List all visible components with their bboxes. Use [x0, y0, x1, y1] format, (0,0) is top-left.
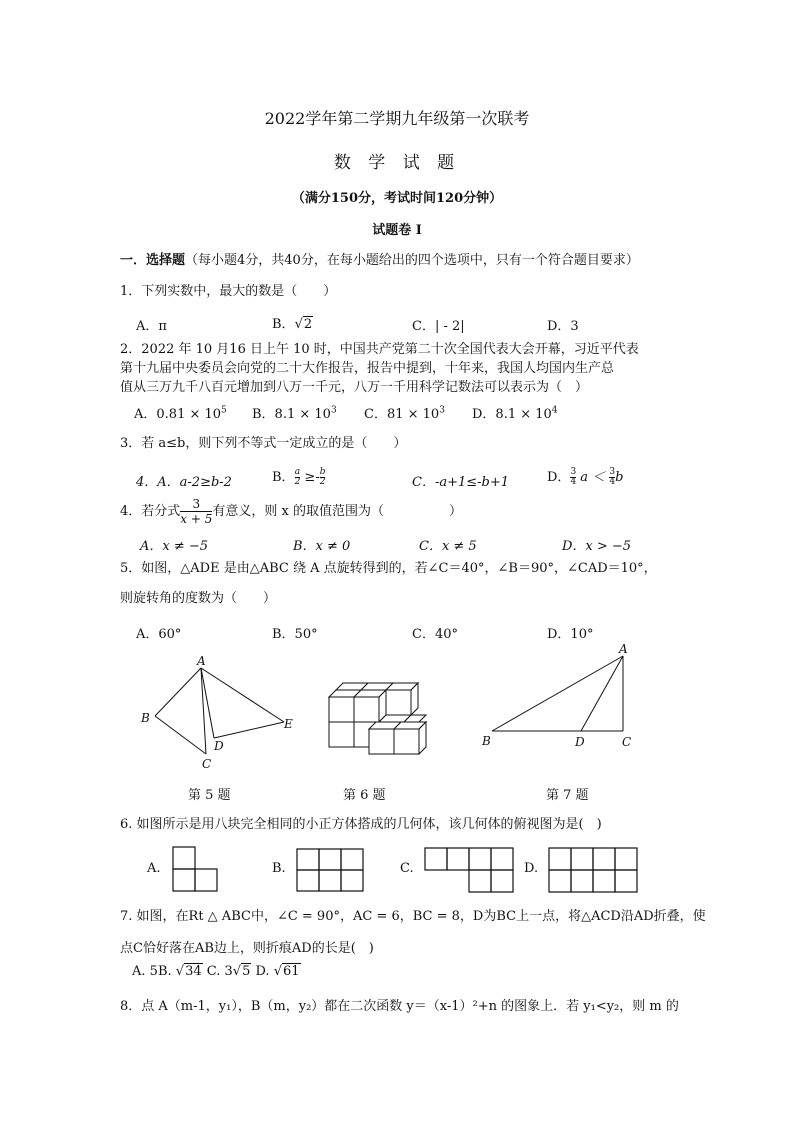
- q3-text: 3．若 a≤b，则下列不等式一定成立的是（ ）: [120, 436, 407, 451]
- q5-line2: 则旋转角的度数为（ ）: [120, 591, 277, 606]
- caption-fig7: 第 7 题: [546, 788, 589, 803]
- q5-option-b: B．50°: [272, 627, 318, 642]
- q2-option-c: C．$81 \times 10^3$: [364, 405, 445, 422]
- q2-option-a: A．$0.81 \times 10^5$: [134, 405, 227, 422]
- figure-5: [138, 650, 298, 775]
- q7-options: [132, 964, 301, 979]
- q6-option-a-label: A.: [147, 861, 161, 876]
- caption-fig6: 第 6 题: [343, 788, 386, 803]
- q1-option-a: A．π: [136, 319, 167, 334]
- q6-option-d-figure: [546, 845, 646, 895]
- q7-line2: 点C恰好落在AB边上，则折痕AD的长是( ): [120, 941, 374, 956]
- q6-option-a-figure: [170, 844, 220, 894]
- q7-line1: 7. 如图，在Rt △ ABC中，∠C = 90°，AC = 6，BC = 8，D为BC上一点，将△ACD沿AD折叠，使: [120, 909, 706, 924]
- q4-text: 4．若分式 $\frac{3}{x + 5}$ 有意义，则 x 的取值范围为（ ）: [120, 497, 462, 526]
- paper-label: 试题卷 I: [372, 223, 422, 238]
- q3-option-b: B． $\frac{a}{2}$ ≥- $\frac{b}{2}$: [272, 467, 326, 487]
- section-label: 一．选择题: [120, 253, 186, 268]
- subject-title: 数 学 试 题: [333, 153, 461, 173]
- q4-option-d: D．x > −5: [562, 539, 632, 554]
- fig7-label-c: C: [622, 735, 632, 749]
- caption-fig5: 第 5 题: [188, 788, 231, 803]
- section-desc: （每小题4分，共40分，在每小题给出的四个选项中，只有一个符合题目要求）: [185, 253, 639, 268]
- q2-option-d: D．$8.1 \times 10^4$: [472, 405, 558, 422]
- fig7-label-b: B: [482, 734, 491, 748]
- q6-option-c-label: C.: [400, 861, 414, 876]
- q6-text: 6. 如图所示是用八块完全相同的小正方体搭成的几何体，该几何体的俯视图为是( ): [120, 817, 602, 832]
- figure-6: [325, 680, 430, 760]
- q1-option-d: D．3: [547, 319, 579, 334]
- q1-option-b: B．√2: [272, 317, 313, 332]
- q4-option-b: B．x ≠ 0: [293, 539, 351, 554]
- fig7-label-a: A: [619, 642, 628, 656]
- q3-option-c: C．-a+1≤-b+1: [412, 475, 510, 490]
- fig5-label-c: C: [202, 757, 212, 771]
- q5-option-a: A．60°: [136, 627, 182, 642]
- q6-option-b-label: B.: [272, 861, 286, 876]
- fig5-label-d: D: [214, 739, 224, 753]
- exam-title: 2022学年第二学期九年级第一次联考: [264, 109, 530, 128]
- q3-option-a: 4．A．a-2≥b-2: [136, 475, 232, 490]
- fig5-label-a: A: [197, 654, 206, 668]
- fig5-label-e: E: [284, 717, 293, 731]
- q4-option-c: C．x ≠ 5: [419, 539, 477, 554]
- q5-line1: 5．如图，△ADE 是由△ABC 绕 A 点旋转得到的，若∠C＝40°，∠B＝90°，∠CAD＝10°，: [120, 561, 657, 576]
- section-heading: [120, 250, 639, 271]
- q3-option-d: D． $\frac{3}{4}$ a ＜ $\frac{3}{4}$ b: [547, 467, 624, 487]
- q8-line1: 8．点 A（m-1，y₁），B（m，y₂）都在二次函数 y＝（x-1）²+n 的图象上．若 y₁<y₂，则 m 的: [120, 999, 679, 1014]
- q6-option-b-figure: [294, 846, 366, 894]
- q1-option-c: C．| - 2|: [412, 319, 465, 334]
- q2-line3: 值从三万九千八百元增加到八万一千元，八万一千用科学记数法可以表示为（ ）: [120, 380, 589, 395]
- q4-option-a: A．x ≠ −5: [140, 539, 209, 554]
- q6-option-c-figure: [422, 845, 522, 895]
- figure-7: [478, 640, 638, 755]
- exam-note: （满分150分，考试时间120分钟）: [291, 191, 503, 206]
- q5-option-c: C．40°: [412, 627, 458, 642]
- q7-option-c: C. 3√5: [202, 964, 251, 979]
- fig5-label-b: B: [141, 711, 150, 725]
- fig7-label-d: D: [575, 735, 585, 749]
- q2-line1: 2．2022 年 10 月16 日上午 10 时，中国共产党第二十次全国代表大会开幕，习近平代表: [120, 342, 639, 357]
- q2-option-b: B．$8.1 \times 10^3$: [252, 405, 337, 422]
- sqrt-symbol: √2: [294, 317, 313, 332]
- q7-option-b: B. √34: [157, 964, 202, 979]
- q2-line2: 第十九届中央委员会向党的二十大作报告，报告中提到，十年来，我国人均国内生产总: [120, 361, 615, 376]
- q7-option-d: D. √61: [251, 964, 300, 979]
- q6-option-d-label: D.: [524, 861, 539, 876]
- q1-text: 1．下列实数中，最大的数是（ ）: [120, 284, 337, 299]
- q7-option-a: A. 5: [132, 964, 158, 979]
- q5-option-d: D．10°: [547, 627, 594, 642]
